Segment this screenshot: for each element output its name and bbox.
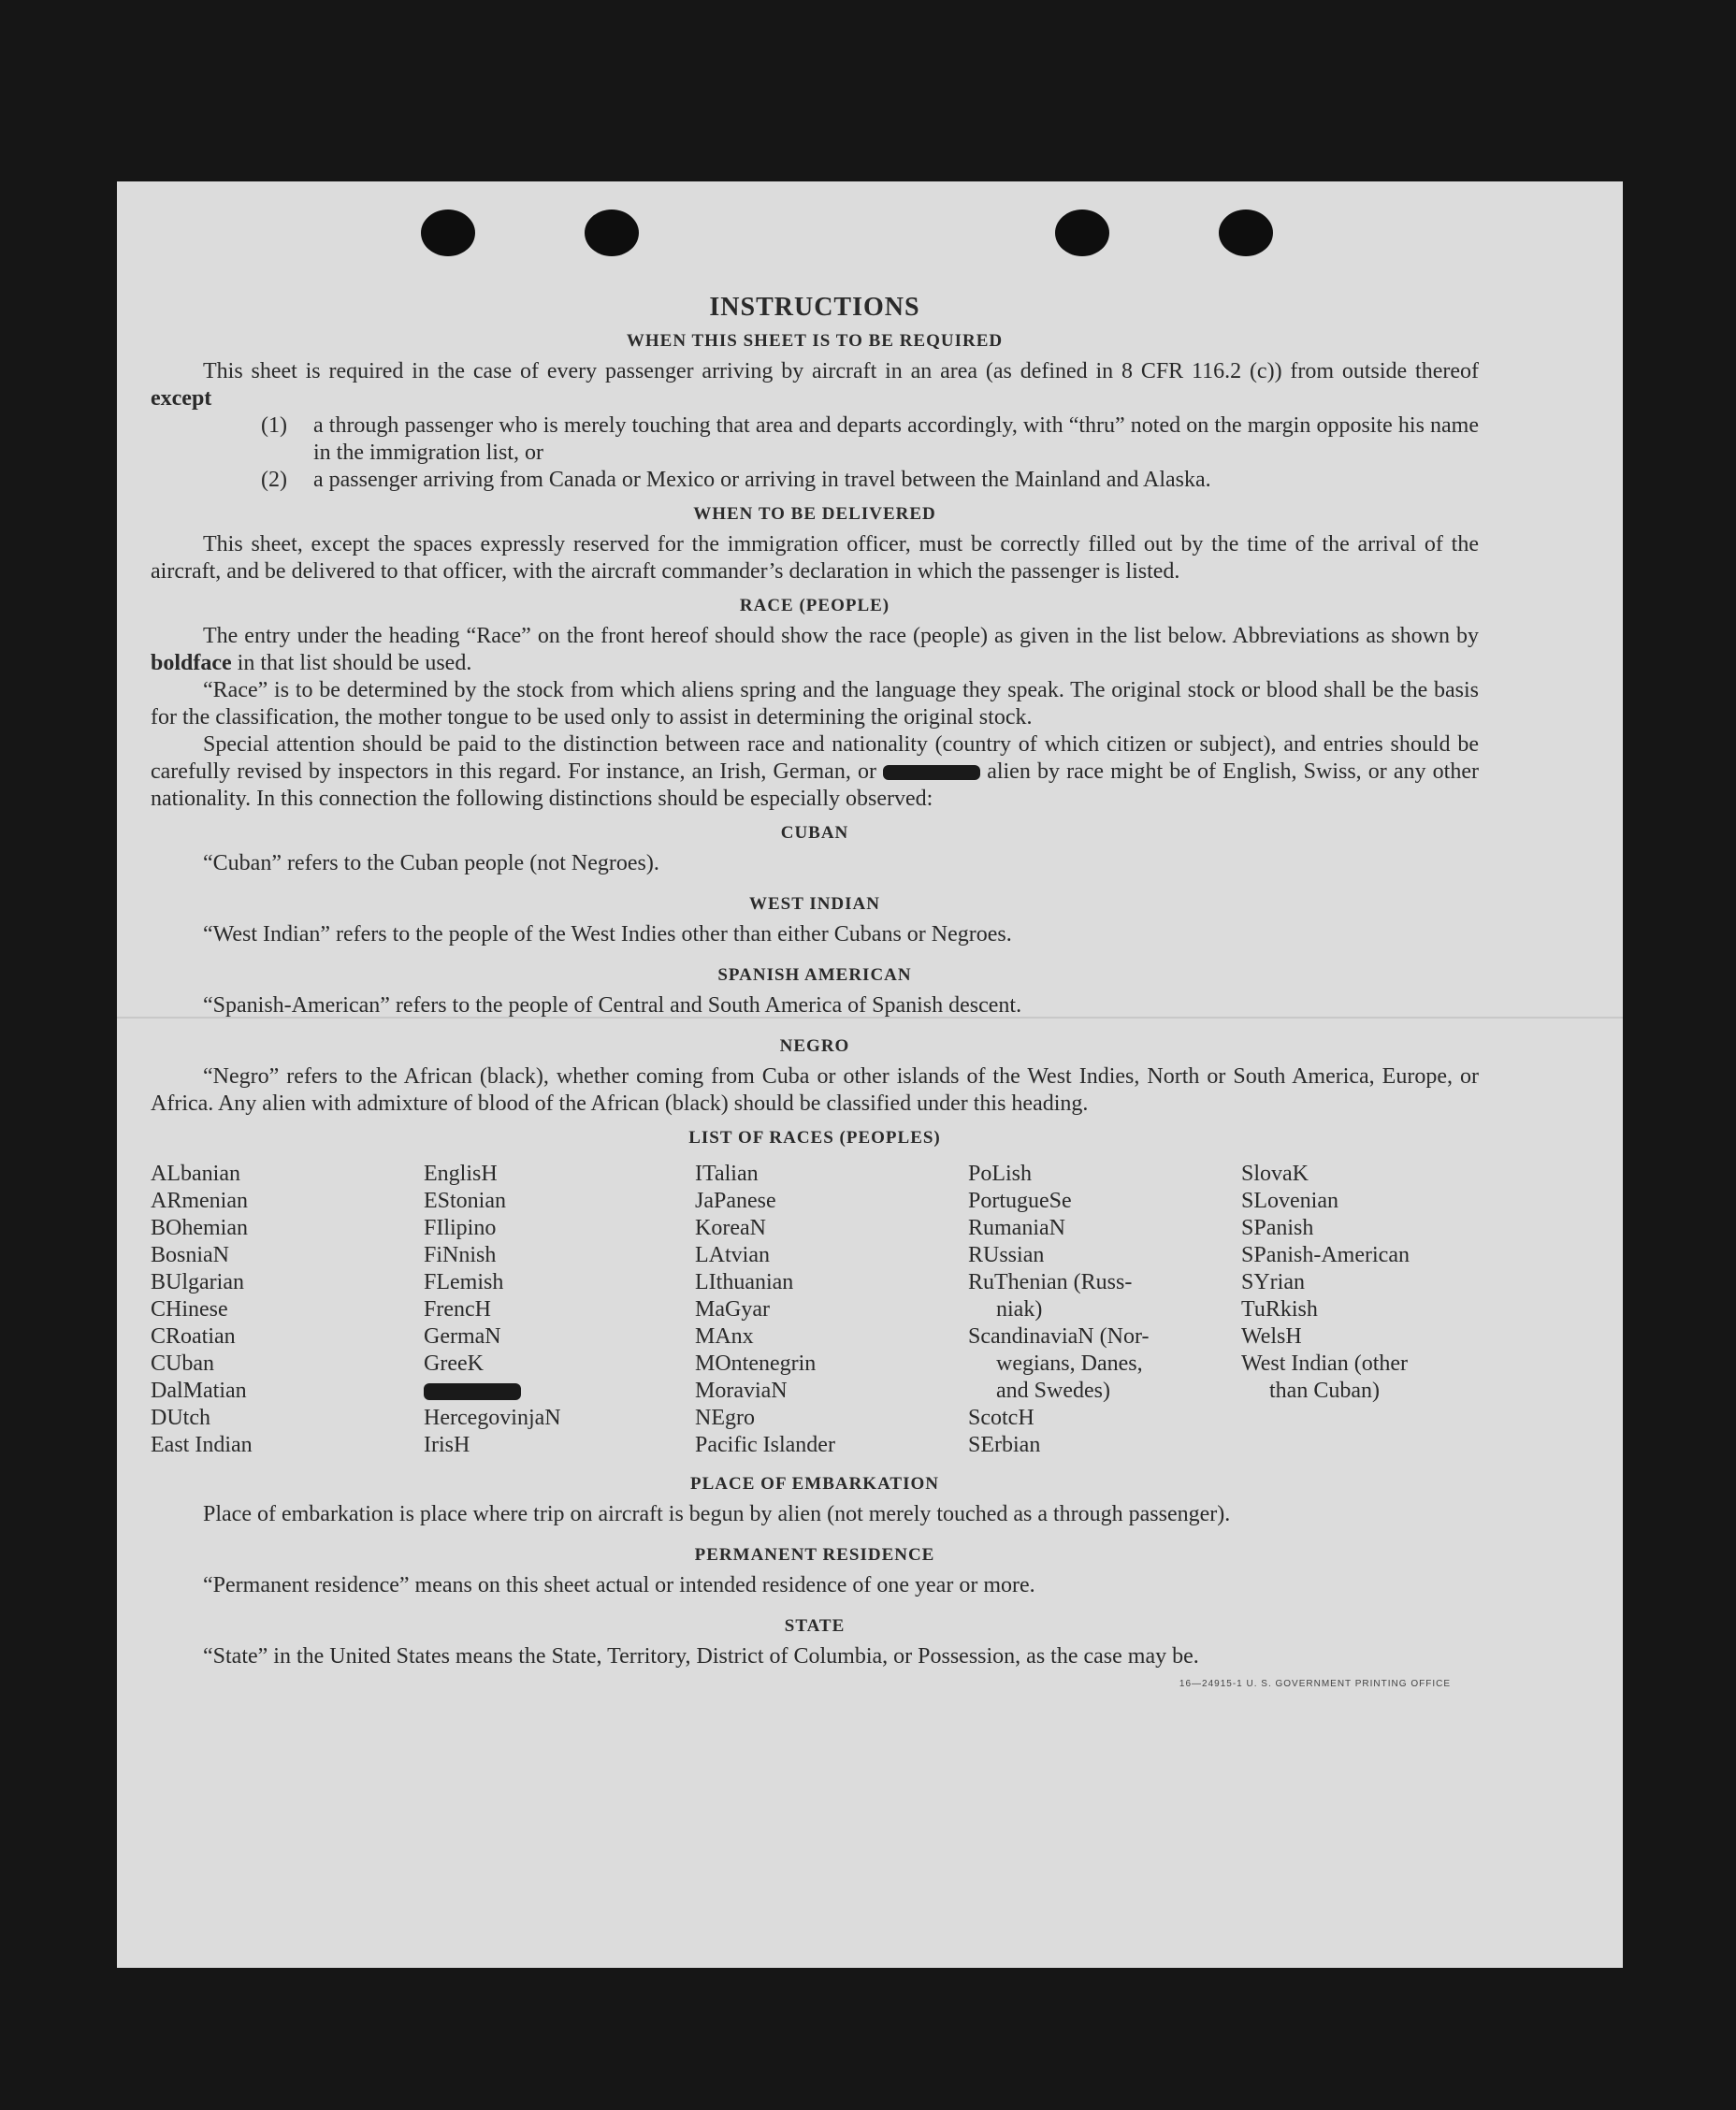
race-entry: East Indian [151, 1433, 253, 1457]
embarkation-text: Place of embarkation is place where trip on aircraft is begun by alien (not merely touched as a through passenger). [203, 1502, 1231, 1526]
race-entry: West Indian (other [1241, 1351, 1409, 1376]
race-entry: FLemish [424, 1270, 504, 1294]
race-entry: EnglisH [424, 1162, 498, 1186]
delivered-text: This sheet, except the spaces expressly reserved for the immigration officer, must be correctly filled out by the time of the arrival of the aircraft, and be delivered to that officer, with the aircraft commander’s declaration in which the passenger is listed. [151, 532, 1479, 584]
race-entry: KoreaN [695, 1216, 766, 1240]
race-entry: ScotcH [968, 1406, 1034, 1430]
race-entry: RuThenian (Russ- [968, 1270, 1133, 1294]
race-entry: PoLish [968, 1162, 1033, 1186]
required-intro: This sheet is required in the case of every passenger arriving by aircraft in an area (as defined in 8 CFR 116.2 (c)) from outside thereof except [151, 359, 1479, 411]
spanish-american-text: “Spanish-American” refers to the people of Central and South America of Spanish descent. [203, 993, 1022, 1018]
race-entry: than Cuban) [1269, 1379, 1380, 1403]
race-entry: SErbian [968, 1433, 1041, 1457]
race-entry: CHinese [151, 1297, 228, 1322]
race-entry: SYrian [1241, 1270, 1305, 1294]
race-entry: niak) [996, 1297, 1043, 1322]
heading-cuban: CUBAN [780, 823, 849, 843]
race-entry: MaGyar [695, 1297, 770, 1322]
race-list [151, 1161, 1479, 1459]
required-item: (1) a through passenger who is merely touching that area and departs accordingly, with “thru” noted on the margin opposite his name in the immigration list, or [261, 413, 1479, 465]
race-entry: wegians, Danes, [996, 1351, 1143, 1376]
race-entry: GermaN [424, 1324, 501, 1349]
race-paragraph-2: “Race” is to be determined by the stock from which aliens spring and the language they speak. The original stock or blood shall be the basis for the classification, the mother tongue to be used only to assist in determining the original stock. [151, 678, 1479, 730]
race-entry: SPanish [1241, 1216, 1314, 1240]
race-entry: LIthuanian [695, 1270, 794, 1294]
race-entry: EStonian [424, 1189, 506, 1213]
race-entry: GreeK [424, 1351, 484, 1376]
race-entry: JaPanese [695, 1189, 776, 1213]
redaction-mark [883, 765, 980, 780]
race-entry: DUtch [151, 1406, 210, 1430]
race-entry: PortugueSe [968, 1189, 1072, 1213]
race-entry: SPanish-American [1241, 1243, 1410, 1267]
race-entry: SLovenian [1241, 1189, 1338, 1213]
race-entry: DalMatian [151, 1379, 247, 1403]
required-item: (2) a passenger arriving from Canada or Mexico or arriving in travel between the Mainland and Alaska. [261, 468, 1211, 492]
west-indian-text: “West Indian” refers to the people of the West Indies other than either Cubans or Negroes. [203, 922, 1012, 947]
race-entry: ALbanian [151, 1162, 240, 1186]
race-entry: FrencH [424, 1297, 491, 1322]
race-entry: HercegovinjaN [424, 1406, 561, 1430]
race-entry: BOhemian [151, 1216, 248, 1240]
race-entry: NEgro [695, 1406, 755, 1430]
race-entry: FIlipino [424, 1216, 497, 1240]
residence-text: “Permanent residence” means on this sheet actual or intended residence of one year or more. [203, 1573, 1035, 1597]
race-entry: and Swedes) [996, 1379, 1110, 1403]
redaction-mark [424, 1383, 521, 1400]
race-entry: ScandinaviaN (Nor- [968, 1324, 1150, 1349]
document-sheet [117, 181, 1623, 1968]
heading-delivered: WHEN TO BE DELIVERED [693, 504, 936, 524]
race-paragraph-1: The entry under the heading “Race” on the front hereof should show the race (people) as given in the list below. Abbreviations as shown by boldface in that list should be used. [151, 624, 1479, 675]
race-entry: ARmenian [151, 1189, 248, 1213]
footer-line [151, 1670, 1479, 1698]
race-entry: CUban [151, 1351, 214, 1376]
page-title: INSTRUCTIONS [709, 293, 920, 322]
race-entry: IrisH [424, 1433, 470, 1457]
race-entry: MOntenegrin [695, 1351, 817, 1376]
race-entry: ITalian [695, 1162, 759, 1186]
race-entry: Pacific Islander [695, 1433, 835, 1457]
printer-imprint: 16—24915-1 U. S. GOVERNMENT PRINTING OFFICE [1179, 1679, 1451, 1689]
race-entry: CRoatian [151, 1324, 236, 1349]
race-entry: SlovaK [1241, 1162, 1309, 1186]
race-entry-empty [1241, 1432, 1479, 1459]
race-entry: BUlgarian [151, 1270, 244, 1294]
negro-text: “Negro” refers to the African (black), whether coming from Cuba or other islands of the West Indies, North or South America, Europe, or Africa. Any alien with admixture of blood of the African (black) should be classified under this heading. [151, 1064, 1479, 1116]
race-entry: LAtvian [695, 1243, 770, 1267]
punch-hole [1055, 210, 1109, 256]
race-entry-empty [1241, 1405, 1479, 1432]
heading-embarkation: PLACE OF EMBARKATION [690, 1474, 939, 1494]
race-entry: WelsH [1241, 1324, 1302, 1349]
punch-hole [421, 210, 475, 256]
race-paragraph-3: Special attention should be paid to the distinction between race and nationality (country of which citizen or subject), and entries should be carefully revised by inspectors in this regard. For instance, an Irish, German, or alien by race might be of English, Swiss, or any other nationality. In this connection the following distinctions should be especially observed: [151, 732, 1479, 811]
race-entry: BosniaN [151, 1243, 229, 1267]
punch-hole [1219, 210, 1273, 256]
race-entry: TuRkish [1241, 1297, 1318, 1322]
heading-residence: PERMANENT RESIDENCE [694, 1545, 935, 1565]
race-entry: RUssian [968, 1243, 1045, 1267]
race-entry: MAnx [695, 1324, 754, 1349]
state-text: “State” in the United States means the State, Territory, District of Columbia, or Possession, as the case may be. [203, 1644, 1199, 1669]
instructions-content [151, 294, 1479, 1698]
heading-spanish-american: SPANISH AMERICAN [717, 965, 912, 985]
race-entry: MoraviaN [695, 1379, 788, 1403]
race-entry: RumaniaN [968, 1216, 1065, 1240]
punch-hole [585, 210, 639, 256]
heading-race: RACE (PEOPLE) [739, 596, 890, 615]
heading-list-of-races: LIST OF RACES (PEOPLES) [688, 1128, 941, 1148]
heading-west-indian: WEST INDIAN [749, 894, 880, 914]
cuban-text: “Cuban” refers to the Cuban people (not Negroes). [203, 851, 659, 875]
heading-negro: NEGRO [779, 1036, 850, 1056]
race-entry: FiNnish [424, 1243, 497, 1267]
heading-state: STATE [784, 1616, 846, 1636]
heading-required: WHEN THIS SHEET IS TO BE REQUIRED [626, 331, 1004, 351]
redaction-mark [424, 1378, 695, 1405]
